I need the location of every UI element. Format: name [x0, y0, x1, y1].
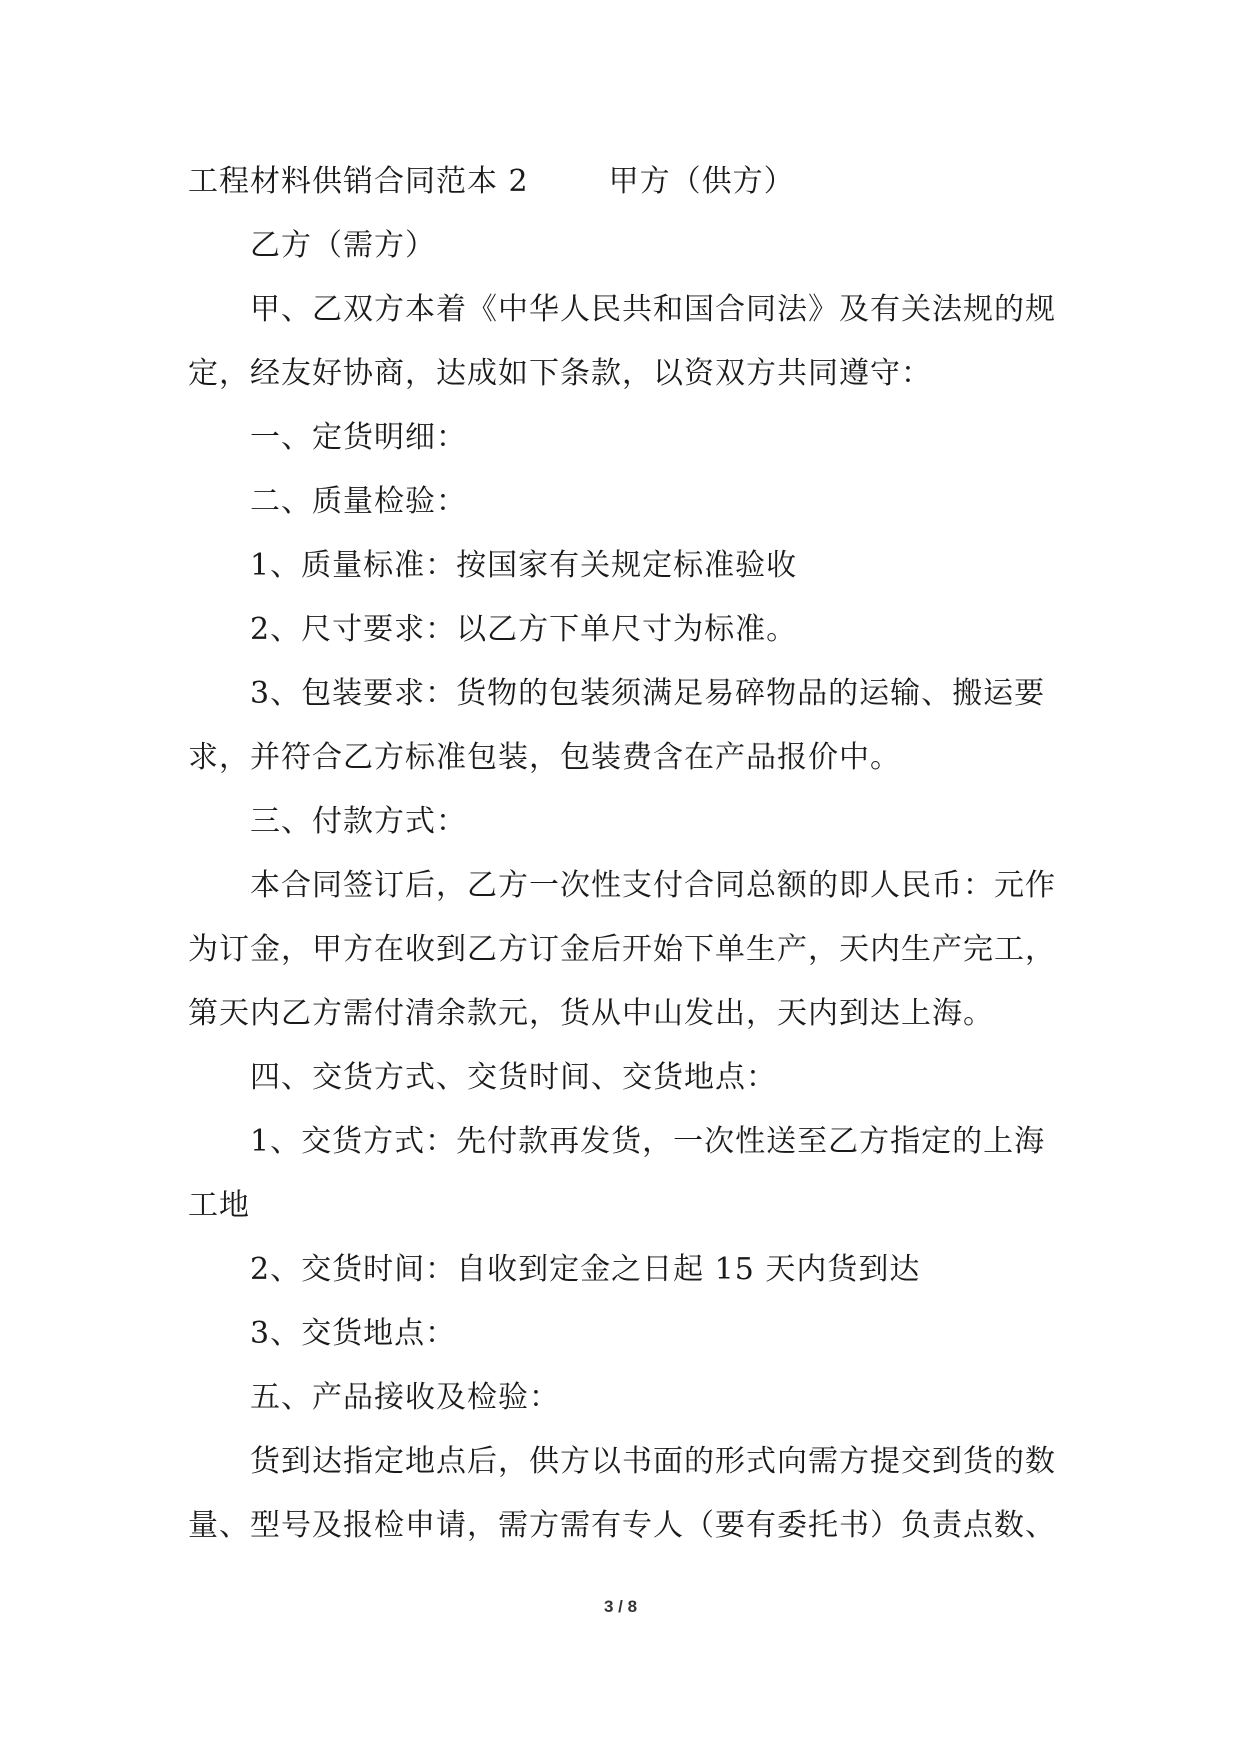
party-a-label: 甲方（供方）: [608, 164, 795, 199]
text-line: 四、交货方式、交货时间、交货地点：: [250, 1060, 777, 1095]
text-line: 3、包装要求：货物的包装须满足易碎物品的运输、搬运要: [250, 676, 1046, 711]
title-row: [188, 150, 1058, 214]
document-body: [188, 150, 1058, 1558]
text-line: 2、尺寸要求：以乙方下单尺寸为标准。: [250, 612, 798, 647]
document-title: 工程材料供销合同范本 2: [188, 164, 529, 199]
text-line: 1、质量标准：按国家有关规定标准验收: [250, 548, 798, 583]
text-line: 本合同签订后，乙方一次性支付合同总额的即人民币：元作: [250, 868, 1056, 903]
text-line: 二、质量检验：: [250, 484, 467, 519]
page-number: 3 / 8: [603, 1597, 638, 1616]
text-line: 三、付款方式：: [250, 804, 467, 839]
text-line: 求，并符合乙方标准包装，包装费含在产品报价中。: [188, 740, 901, 775]
text-line: 1、交货方式：先付款再发货，一次性送至乙方指定的上海: [250, 1124, 1046, 1159]
text-line: 货到达指定地点后，供方以书面的形式向需方提交到货的数: [250, 1444, 1056, 1479]
text-line: 五、产品接收及检验：: [250, 1380, 560, 1415]
text-line: 为订金，甲方在收到乙方订金后开始下单生产，天内生产完工，: [188, 932, 1056, 967]
text-line: 第天内乙方需付清余款元，货从中山发出，天内到达上海。: [188, 996, 994, 1031]
text-line: 定，经友好协商，达成如下条款，以资双方共同遵守：: [188, 356, 932, 391]
text-line: 工地: [188, 1188, 250, 1223]
text-line: 2、交货时间：自收到定金之日起 15 天内货到达: [250, 1252, 921, 1287]
text-line: 甲、乙双方本着《中华人民共和国合同法》及有关法规的规: [250, 292, 1056, 327]
text-line: 3、交货地点：: [250, 1316, 457, 1351]
text-line: 乙方（需方）: [250, 228, 436, 263]
text-line: 一、定货明细：: [250, 420, 467, 455]
text-line: 量、型号及报检申请，需方需有专人（要有委托书）负责点数、: [188, 1508, 1056, 1543]
paragraph-lines: [188, 214, 1058, 1558]
